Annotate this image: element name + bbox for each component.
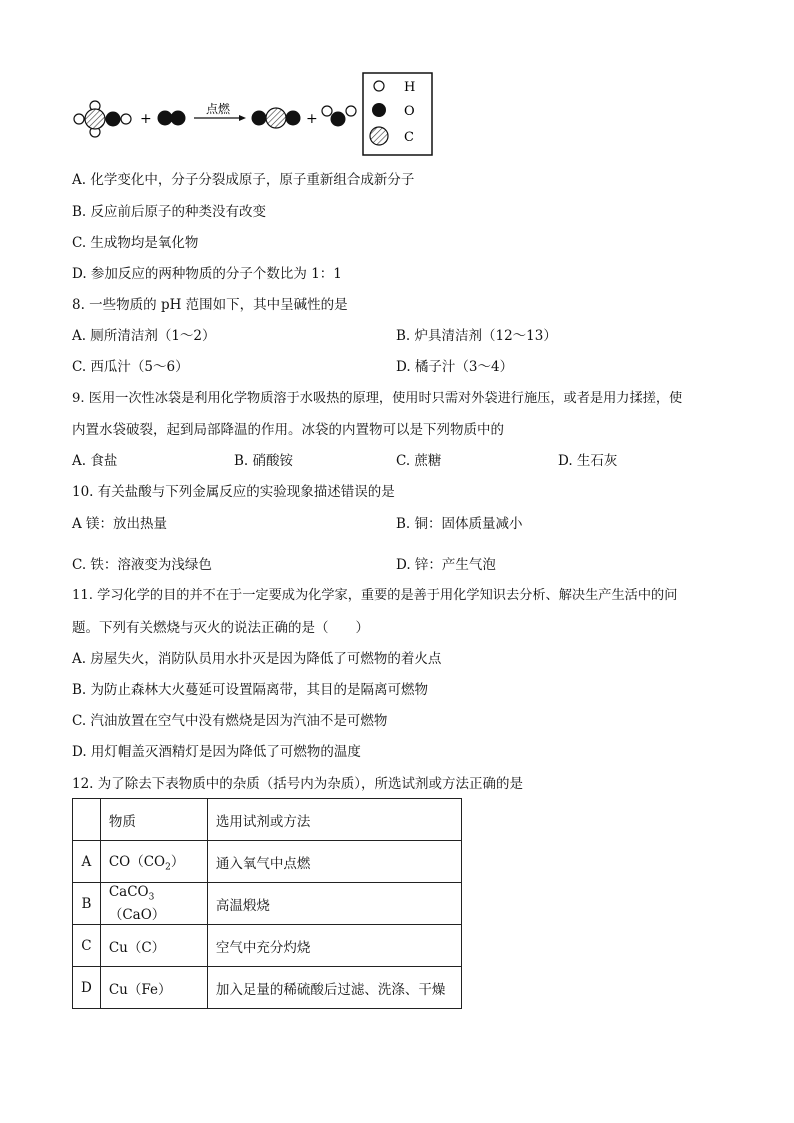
q11-option-d: D. 用灯帽盖灭酒精灯是因为降低了可燃物的温度 (72, 744, 361, 760)
table-row (73, 967, 462, 1009)
q9-option-a: A. 食盐 (72, 453, 118, 469)
row-key: C (73, 925, 101, 967)
q9-stem-line-1: 9. 医用一次性冰袋是利用化学物质溶于水吸热的原理，使用时只需对外袋进行施压，或者是用力揉搓，使 (72, 391, 683, 406)
q10-option-b: B. 铜：固体质量减小 (396, 516, 523, 532)
plus-sign-2: + (306, 111, 318, 127)
reactant-molecule-1 (74, 101, 131, 137)
reactant-molecule-2 (158, 111, 186, 126)
atom-legend (363, 73, 432, 155)
q10-option-c: C. 铁：溶液变为浅绿色 (72, 557, 212, 573)
row-method: 通入氧气中点燃 (207, 841, 461, 883)
q11-option-a: A. 房屋失火，消防队员用水扑灭是因为降低了可燃物的着火点 (72, 651, 442, 667)
q7-option-c: C. 生成物均是氧化物 (72, 235, 199, 251)
q9-stem-line-2: 内置水袋破裂，起到局部降温的作用。冰袋的内置物可以是下列物质中的 (72, 422, 504, 438)
header-substance: 物质 (100, 799, 207, 841)
q9-option-b: B. 硝酸铵 (234, 453, 294, 469)
legend-label-o: O (404, 104, 415, 119)
q11-stem-line-1: 11. 学习化学的目的并不在于一定要成为化学家，重要的是善于用化学知识去分析、解决生产生活中的问 (72, 588, 678, 603)
q9-option-d: D. 生石灰 (558, 453, 618, 469)
row-substance: $CO(CO_2)$ (100, 841, 207, 883)
q9-option-c: C. 蔗糖 (396, 453, 442, 469)
product-molecule-1 (252, 108, 301, 128)
q11-stem-line-2: 题。下列有关燃烧与灭火的说法正确的是（ ） (72, 620, 369, 636)
table-header-row (73, 799, 462, 841)
header-key-cell (73, 799, 101, 841)
q7-option-a: A. 化学变化中，分子分裂成原子，原子重新组合成新分子 (72, 172, 415, 188)
row-key: D (73, 967, 101, 1009)
q8-option-b: B. 炉具清洁剂（12～13） (396, 328, 557, 344)
row-substance: Cu（C） (100, 925, 207, 967)
reaction-diagram (70, 72, 440, 158)
q12-options-table (72, 798, 462, 1009)
q11-option-c: C. 汽油放置在空气中没有燃烧是因为汽油不是可燃物 (72, 713, 388, 729)
q7-option-b: B. 反应前后原子的种类没有改变 (72, 204, 267, 220)
q8-option-a: A. 厕所清洁剂（1～2） (72, 328, 216, 344)
legend-label-h: H (404, 80, 416, 95)
q11-option-b: B. 为防止森林大火蔓延可设置隔离带，其目的是隔离可燃物 (72, 682, 429, 698)
q8-option-c: C. 西瓜汁（5～6） (72, 359, 189, 375)
q8-option-d: D. 橘子汁（3～4） (396, 359, 514, 375)
row-method: 加入足量的稀硫酸后过滤、洗涤、干燥 (207, 967, 461, 1009)
q12-stem: 12. 为了除去下表物质中的杂质（括号内为杂质），所选试剂或方法正确的是 (72, 776, 524, 792)
table-row (73, 841, 462, 883)
q10-stem: 10. 有关盐酸与下列金属反应的实验现象描述错误的是 (72, 484, 395, 500)
q10-option-a: A 镁：放出热量 (72, 516, 168, 532)
q7-option-d: D. 参加反应的两种物质的分子个数比为 1：1 (72, 266, 342, 282)
q8-stem: 8. 一些物质的 pH 范围如下，其中呈碱性的是 (72, 297, 348, 313)
product-molecule-2 (322, 106, 356, 127)
arrow-label: 点燃 (206, 102, 231, 116)
row-key: A (73, 841, 101, 883)
row-method: 空气中充分灼烧 (207, 925, 461, 967)
row-substance: CaCO$_3$（CaO） (100, 883, 207, 925)
table-row (73, 925, 462, 967)
row-substance: Cu（Fe） (100, 967, 207, 1009)
row-key: B (73, 883, 101, 925)
plus-sign-1: + (140, 111, 152, 127)
row-method: 高温煅烧 (207, 883, 461, 925)
q10-option-d: D. 锌：产生气泡 (396, 557, 496, 573)
table-row (73, 883, 462, 925)
header-method: 选用试剂或方法 (207, 799, 461, 841)
legend-label-c: C (404, 130, 414, 145)
